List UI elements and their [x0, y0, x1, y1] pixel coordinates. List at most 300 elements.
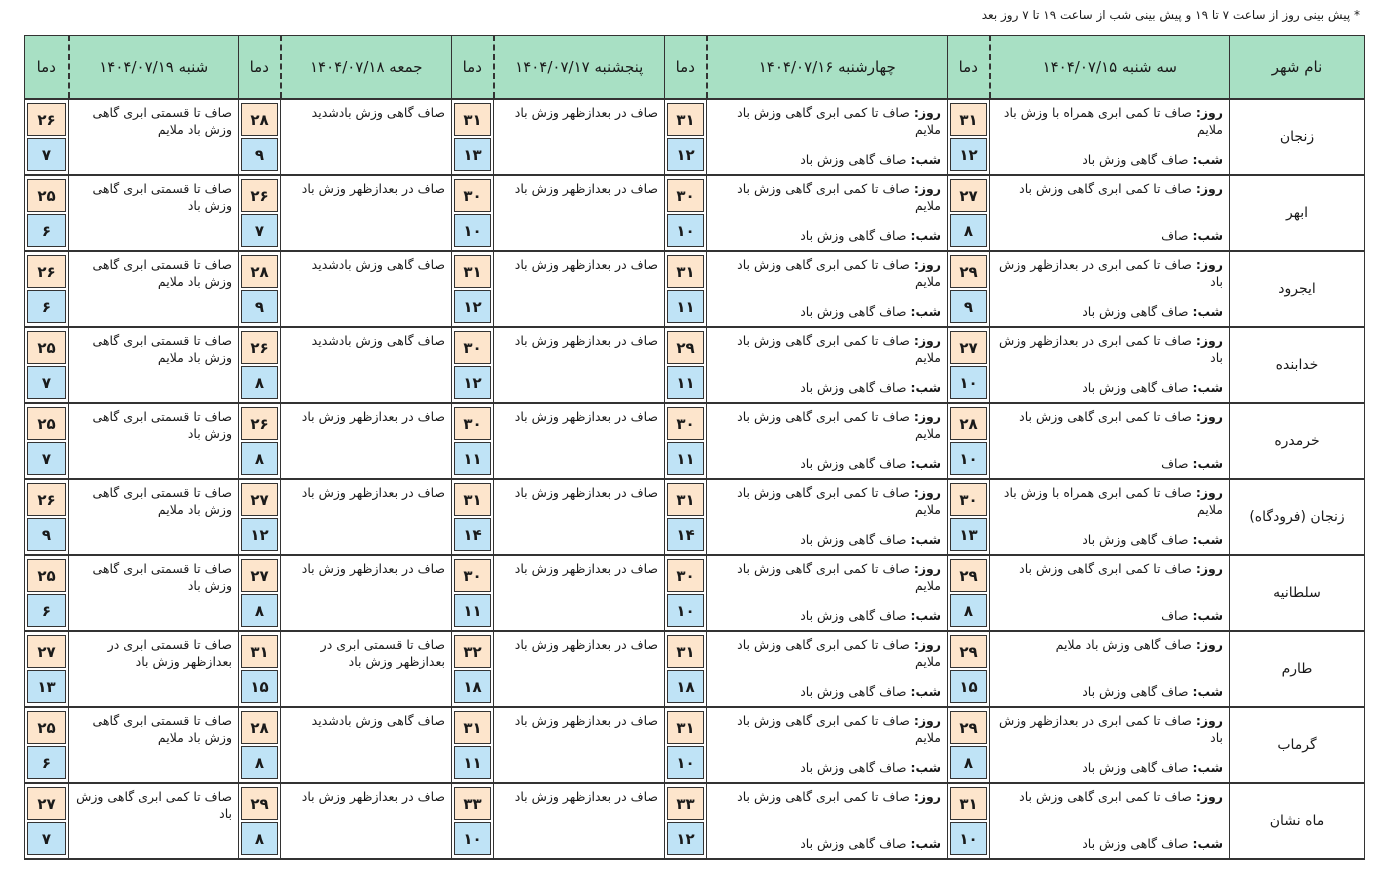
night-label: شب:	[1192, 532, 1223, 547]
header-city: نام شهر	[1230, 36, 1365, 100]
day-label: روز:	[1195, 257, 1223, 272]
min-temp: ۷	[27, 138, 66, 171]
day-forecast: صاف تا کمی ابری گاهی وزش باد ملایم	[737, 485, 941, 517]
temp-cell	[239, 631, 281, 707]
temp-cell	[452, 707, 494, 783]
day-forecast: صاف تا کمی ابری گاهی وزش باد	[1019, 789, 1192, 804]
max-temp: ۲۹	[950, 635, 987, 668]
forecast-description	[69, 403, 239, 479]
max-temp: ۲۵	[27, 711, 66, 744]
header-day-3: پنجشنبه ۱۴۰۴/۰۷/۱۷	[494, 36, 665, 100]
max-temp: ۳۱	[241, 635, 278, 668]
max-temp: ۳۱	[454, 711, 491, 744]
temp-cell	[239, 479, 281, 555]
forecast-text: صاف در بعدازظهر وزش باد	[514, 637, 658, 652]
min-temp: ۶	[27, 290, 66, 323]
city-name: طارم	[1230, 631, 1365, 707]
min-temp: ۱۱	[667, 442, 704, 475]
day-forecast: صاف تا کمی ابری گاهی وزش باد	[737, 789, 910, 804]
forecast-text: صاف تا قسمتی ابری گاهی وزش باد ملایم	[92, 105, 232, 137]
forecast-description	[494, 783, 665, 859]
forecast-text: صاف گاهی وزش بادشدید	[311, 333, 445, 348]
night-forecast: صاف گاهی وزش باد	[1082, 304, 1189, 319]
day-label: روز:	[1195, 637, 1223, 652]
day-forecast: صاف تا کمی ابری گاهی وزش باد ملایم	[737, 713, 941, 745]
header-temp: دما	[948, 36, 990, 100]
forecast-text: صاف در بعدازظهر وزش باد	[514, 409, 658, 424]
forecast-text: صاف گاهی وزش بادشدید	[311, 105, 445, 120]
night-label: شب:	[910, 304, 941, 319]
table-row	[25, 403, 1365, 479]
max-temp: ۲۵	[27, 179, 66, 212]
night-forecast: صاف گاهی وزش باد	[800, 836, 907, 851]
night-forecast: صاف گاهی وزش باد	[1082, 760, 1189, 775]
max-temp: ۲۶	[241, 331, 278, 364]
forecast-text: صاف در بعدازظهر وزش باد	[514, 181, 658, 196]
night-forecast: صاف	[1161, 456, 1189, 471]
day-forecast: صاف تا کمی ابری گاهی وزش باد	[1019, 561, 1192, 576]
temp-cell	[452, 99, 494, 175]
max-temp: ۳۰	[667, 179, 704, 212]
forecast-body	[25, 99, 1365, 859]
max-temp: ۳۰	[950, 483, 987, 516]
table-row	[25, 99, 1365, 175]
forecast-description	[990, 175, 1230, 251]
forecast-description	[69, 327, 239, 403]
min-temp: ۸	[241, 366, 278, 399]
min-temp: ۹	[241, 290, 278, 323]
temp-cell	[452, 555, 494, 631]
night-label: شب:	[1192, 760, 1223, 775]
day-label: روز:	[913, 637, 941, 652]
day-label: روز:	[913, 713, 941, 728]
night-forecast: صاف گاهی وزش باد	[800, 760, 907, 775]
night-forecast: صاف گاهی وزش باد	[800, 152, 907, 167]
night-label: شب:	[910, 684, 941, 699]
temp-cell	[948, 479, 990, 555]
night-label: شب:	[1192, 684, 1223, 699]
forecast-description	[494, 707, 665, 783]
day-label: روز:	[913, 105, 941, 120]
temp-cell	[25, 631, 69, 707]
forecast-text: صاف در بعدازظهر وزش باد	[514, 257, 658, 272]
max-temp: ۳۱	[667, 103, 704, 136]
max-temp: ۲۷	[241, 559, 278, 592]
forecast-text: صاف در بعدازظهر وزش باد	[514, 485, 658, 500]
day-label: روز:	[913, 485, 941, 500]
temp-cell	[948, 99, 990, 175]
min-temp: ۷	[241, 214, 278, 247]
forecast-description	[69, 175, 239, 251]
forecast-description	[281, 251, 452, 327]
min-temp: ۱۱	[667, 366, 704, 399]
forecast-description	[494, 631, 665, 707]
forecast-description	[494, 479, 665, 555]
day-forecast: صاف تا کمی ابری گاهی وزش باد ملایم	[737, 333, 941, 365]
max-temp: ۳۰	[454, 559, 491, 592]
temp-cell	[239, 403, 281, 479]
city-name: ابهر	[1230, 175, 1365, 251]
night-forecast: صاف	[1161, 228, 1189, 243]
night-label: شب:	[910, 456, 941, 471]
city-name: زنجان (فرودگاه)	[1230, 479, 1365, 555]
table-row	[25, 251, 1365, 327]
forecast-description	[707, 251, 948, 327]
max-temp: ۳۰	[454, 407, 491, 440]
day-label: روز:	[913, 409, 941, 424]
max-temp: ۳۰	[454, 331, 491, 364]
max-temp: ۳۳	[667, 787, 704, 820]
night-forecast: صاف	[1161, 608, 1189, 623]
temp-cell	[239, 707, 281, 783]
min-temp: ۱۲	[241, 518, 278, 551]
min-temp: ۱۰	[454, 822, 491, 855]
city-name: خدابنده	[1230, 327, 1365, 403]
forecast-description	[69, 783, 239, 859]
temp-cell	[948, 631, 990, 707]
forecast-description	[494, 251, 665, 327]
temp-cell	[665, 479, 707, 555]
day-forecast: صاف تا کمی ابری گاهی وزش باد ملایم	[737, 257, 941, 289]
forecast-text: صاف تا قسمتی ابری در بعدازظهر وزش باد	[320, 637, 445, 669]
min-temp: ۹	[27, 518, 66, 551]
day-forecast: صاف تا کمی ابری همراه با وزش باد ملایم	[1003, 485, 1223, 517]
max-temp: ۲۷	[950, 179, 987, 212]
max-temp: ۲۵	[27, 407, 66, 440]
forecast-text: صاف در بعدازظهر وزش باد	[301, 409, 445, 424]
max-temp: ۳۰	[667, 559, 704, 592]
temp-cell	[25, 175, 69, 251]
header-day-4: جمعه ۱۴۰۴/۰۷/۱۸	[281, 36, 452, 100]
night-label: شب:	[910, 608, 941, 623]
min-temp: ۱۰	[667, 594, 704, 627]
city-name: زنجان	[1230, 99, 1365, 175]
forecast-text: صاف تا قسمتی ابری در بعدازظهر وزش باد	[107, 637, 232, 669]
min-temp: ۱۴	[454, 518, 491, 551]
max-temp: ۲۶	[241, 407, 278, 440]
min-temp: ۷	[27, 822, 66, 855]
max-temp: ۲۶	[241, 179, 278, 212]
temp-cell	[665, 175, 707, 251]
temp-cell	[239, 327, 281, 403]
forecast-description	[281, 327, 452, 403]
min-temp: ۱۳	[454, 138, 491, 171]
forecast-text: صاف در بعدازظهر وزش باد	[514, 105, 658, 120]
day-label: روز:	[913, 789, 941, 804]
forecast-text: صاف در بعدازظهر وزش باد	[301, 561, 445, 576]
forecast-description	[990, 479, 1230, 555]
forecast-text: صاف تا قسمتی ابری گاهی وزش باد ملایم	[92, 257, 232, 289]
forecast-description	[281, 555, 452, 631]
temp-cell	[665, 783, 707, 859]
min-temp: ۱۰	[667, 746, 704, 779]
forecast-description	[707, 99, 948, 175]
temp-cell	[665, 99, 707, 175]
forecast-text: صاف در بعدازظهر وزش باد	[514, 713, 658, 728]
min-temp: ۱۱	[454, 442, 491, 475]
day-label: روز:	[1195, 105, 1223, 120]
day-label: روز:	[1195, 333, 1223, 348]
max-temp: ۲۷	[950, 331, 987, 364]
forecast-description	[990, 707, 1230, 783]
day-forecast: صاف تا کمی ابری گاهی وزش باد ملایم	[737, 181, 941, 213]
temp-cell	[452, 403, 494, 479]
day-label: روز:	[1195, 561, 1223, 576]
forecast-text: صاف گاهی وزش بادشدید	[311, 713, 445, 728]
night-label: شب:	[1192, 228, 1223, 243]
forecast-description	[494, 403, 665, 479]
max-temp: ۲۹	[950, 255, 987, 288]
forecast-description	[281, 175, 452, 251]
min-temp: ۱۳	[950, 518, 987, 551]
min-temp: ۱۰	[950, 822, 987, 855]
forecast-description	[69, 251, 239, 327]
table-row	[25, 479, 1365, 555]
temp-cell	[25, 479, 69, 555]
day-forecast: صاف تا کمی ابری در بعدازظهر وزش باد	[998, 333, 1223, 365]
min-temp: ۱۴	[667, 518, 704, 551]
night-label: شب:	[1192, 152, 1223, 167]
temp-cell	[239, 99, 281, 175]
forecast-description	[990, 555, 1230, 631]
forecast-table	[24, 35, 1365, 860]
min-temp: ۸	[241, 746, 278, 779]
table-row	[25, 555, 1365, 631]
temp-cell	[948, 555, 990, 631]
max-temp: ۲۹	[950, 559, 987, 592]
temp-cell	[452, 327, 494, 403]
max-temp: ۲۹	[241, 787, 278, 820]
temp-cell	[948, 783, 990, 859]
min-temp: ۱۲	[667, 138, 704, 171]
max-temp: ۳۱	[667, 255, 704, 288]
temp-cell	[25, 99, 69, 175]
max-temp: ۳۱	[454, 103, 491, 136]
night-label: شب:	[910, 836, 941, 851]
night-forecast: صاف گاهی وزش باد	[800, 228, 907, 243]
table-row	[25, 175, 1365, 251]
forecast-description	[707, 479, 948, 555]
day-label: روز:	[1195, 485, 1223, 500]
min-temp: ۱۲	[950, 138, 987, 171]
forecast-description	[494, 327, 665, 403]
night-label: شب:	[910, 380, 941, 395]
min-temp: ۱۵	[950, 670, 987, 703]
temp-cell	[239, 783, 281, 859]
max-temp: ۲۶	[27, 255, 66, 288]
forecast-description	[707, 631, 948, 707]
forecast-text: صاف تا قسمتی ابری گاهی وزش باد ملایم	[92, 485, 232, 517]
temp-cell	[239, 251, 281, 327]
header-temp: دما	[25, 36, 69, 100]
night-forecast: صاف گاهی وزش باد	[1082, 684, 1189, 699]
temp-cell	[239, 175, 281, 251]
forecast-text: صاف در بعدازظهر وزش باد	[514, 789, 658, 804]
night-forecast: صاف گاهی وزش باد	[800, 532, 907, 547]
forecast-description	[990, 783, 1230, 859]
forecast-description	[281, 783, 452, 859]
temp-cell	[25, 707, 69, 783]
forecast-text: صاف تا قسمتی ابری گاهی وزش باد	[92, 561, 232, 593]
forecast-description	[707, 707, 948, 783]
min-temp: ۱۲	[454, 366, 491, 399]
forecast-text: صاف در بعدازظهر وزش باد	[301, 789, 445, 804]
day-label: روز:	[1195, 713, 1223, 728]
min-temp: ۱۰	[950, 366, 987, 399]
day-forecast: صاف گاهی وزش باد ملایم	[1055, 637, 1192, 652]
forecast-text: صاف تا قسمتی ابری گاهی وزش باد	[92, 409, 232, 441]
min-temp: ۱۱	[454, 594, 491, 627]
min-temp: ۶	[27, 594, 66, 627]
night-forecast: صاف گاهی وزش باد	[1082, 532, 1189, 547]
max-temp: ۲۵	[27, 331, 66, 364]
day-label: روز:	[913, 257, 941, 272]
forecast-description	[707, 327, 948, 403]
forecast-description	[281, 707, 452, 783]
max-temp: ۳۲	[454, 635, 491, 668]
forecast-description	[707, 783, 948, 859]
night-label: شب:	[1192, 608, 1223, 623]
night-forecast: صاف گاهی وزش باد	[800, 304, 907, 319]
temp-cell	[665, 555, 707, 631]
forecast-text: صاف تا قسمتی ابری گاهی وزش باد ملایم	[92, 333, 232, 365]
temp-cell	[452, 251, 494, 327]
min-temp: ۸	[241, 594, 278, 627]
forecast-description	[707, 555, 948, 631]
temp-cell	[948, 707, 990, 783]
max-temp: ۲۷	[241, 483, 278, 516]
night-forecast: صاف گاهی وزش باد	[800, 380, 907, 395]
day-forecast: صاف تا کمی ابری گاهی وزش باد ملایم	[737, 561, 941, 593]
max-temp: ۳۰	[667, 407, 704, 440]
max-temp: ۲۸	[241, 103, 278, 136]
day-forecast: صاف تا کمی ابری گاهی وزش باد ملایم	[737, 637, 941, 669]
min-temp: ۸	[950, 214, 987, 247]
forecast-description	[990, 403, 1230, 479]
temp-cell	[25, 327, 69, 403]
temp-cell	[665, 327, 707, 403]
city-name: ماه نشان	[1230, 783, 1365, 859]
min-temp: ۱۱	[667, 290, 704, 323]
min-temp: ۹	[950, 290, 987, 323]
night-label: شب:	[910, 152, 941, 167]
night-label: شب:	[1192, 380, 1223, 395]
night-forecast: صاف گاهی وزش باد	[800, 608, 907, 623]
forecast-description	[281, 99, 452, 175]
forecast-description	[69, 707, 239, 783]
header-row	[25, 36, 1365, 100]
temp-cell	[948, 175, 990, 251]
min-temp: ۱۲	[454, 290, 491, 323]
forecast-text: صاف تا کمی ابری گاهی وزش باد	[76, 789, 232, 821]
min-temp: ۱۸	[454, 670, 491, 703]
forecast-description	[990, 251, 1230, 327]
night-label: شب:	[1192, 836, 1223, 851]
forecast-text: صاف تا قسمتی ابری گاهی وزش باد ملایم	[92, 713, 232, 745]
max-temp: ۳۳	[454, 787, 491, 820]
min-temp: ۸	[950, 594, 987, 627]
max-temp: ۲۸	[241, 711, 278, 744]
table-row	[25, 631, 1365, 707]
temp-cell	[665, 403, 707, 479]
min-temp: ۱۲	[667, 822, 704, 855]
min-temp: ۹	[241, 138, 278, 171]
day-label: روز:	[913, 561, 941, 576]
min-temp: ۶	[27, 746, 66, 779]
max-temp: ۳۱	[454, 255, 491, 288]
max-temp: ۲۸	[241, 255, 278, 288]
temp-cell	[25, 251, 69, 327]
forecast-description	[707, 175, 948, 251]
forecast-description	[69, 99, 239, 175]
temp-cell	[665, 707, 707, 783]
max-temp: ۲۷	[27, 635, 66, 668]
forecast-text: صاف در بعدازظهر وزش باد	[301, 181, 445, 196]
max-temp: ۳۰	[454, 179, 491, 212]
temp-cell	[239, 555, 281, 631]
forecast-description	[990, 327, 1230, 403]
day-label: روز:	[913, 333, 941, 348]
forecast-description	[990, 99, 1230, 175]
day-forecast: صاف تا کمی ابری گاهی وزش باد ملایم	[737, 409, 941, 441]
forecast-text: صاف تا قسمتی ابری گاهی وزش باد	[92, 181, 232, 213]
day-forecast: صاف تا کمی ابری در بعدازظهر وزش باد	[998, 713, 1223, 745]
min-temp: ۱۰	[667, 214, 704, 247]
temp-cell	[665, 631, 707, 707]
day-forecast: صاف تا کمی ابری در بعدازظهر وزش باد	[998, 257, 1223, 289]
max-temp: ۳۱	[950, 787, 987, 820]
night-label: شب:	[1192, 304, 1223, 319]
max-temp: ۲۸	[950, 407, 987, 440]
city-name: سلطانیه	[1230, 555, 1365, 631]
min-temp: ۷	[27, 442, 66, 475]
forecast-description	[707, 403, 948, 479]
forecast-description	[990, 631, 1230, 707]
day-label: روز:	[913, 181, 941, 196]
min-temp: ۶	[27, 214, 66, 247]
min-temp: ۷	[27, 366, 66, 399]
table-row	[25, 707, 1365, 783]
temp-cell	[25, 555, 69, 631]
max-temp: ۲۷	[27, 787, 66, 820]
forecast-note: * پیش بینی روز از ساعت ۷ تا ۱۹ و پیش بینی شب از ساعت ۱۹ تا ۷ روز بعد	[981, 8, 1360, 22]
day-label: روز:	[1195, 409, 1223, 424]
forecast-text: صاف گاهی وزش بادشدید	[311, 257, 445, 272]
city-name: گرماب	[1230, 707, 1365, 783]
forecast-description	[494, 99, 665, 175]
night-forecast: صاف گاهی وزش باد	[1082, 836, 1189, 851]
header-temp: دما	[665, 36, 707, 100]
temp-cell	[948, 403, 990, 479]
max-temp: ۲۶	[27, 483, 66, 516]
max-temp: ۳۱	[667, 483, 704, 516]
header-day-1: سه شنبه ۱۴۰۴/۰۷/۱۵	[990, 36, 1230, 100]
night-label: شب:	[1192, 456, 1223, 471]
max-temp: ۲۶	[27, 103, 66, 136]
max-temp: ۳۱	[950, 103, 987, 136]
temp-cell	[948, 327, 990, 403]
temp-cell	[452, 783, 494, 859]
min-temp: ۱۱	[454, 746, 491, 779]
night-label: شب:	[910, 532, 941, 547]
day-forecast: صاف تا کمی ابری گاهی وزش باد ملایم	[737, 105, 941, 137]
temp-cell	[665, 251, 707, 327]
day-forecast: صاف تا کمی ابری گاهی وزش باد	[1019, 181, 1192, 196]
max-temp: ۳۱	[454, 483, 491, 516]
city-name: خرمدره	[1230, 403, 1365, 479]
day-forecast: صاف تا کمی ابری همراه با وزش باد ملایم	[1003, 105, 1223, 137]
city-name: ایجرود	[1230, 251, 1365, 327]
